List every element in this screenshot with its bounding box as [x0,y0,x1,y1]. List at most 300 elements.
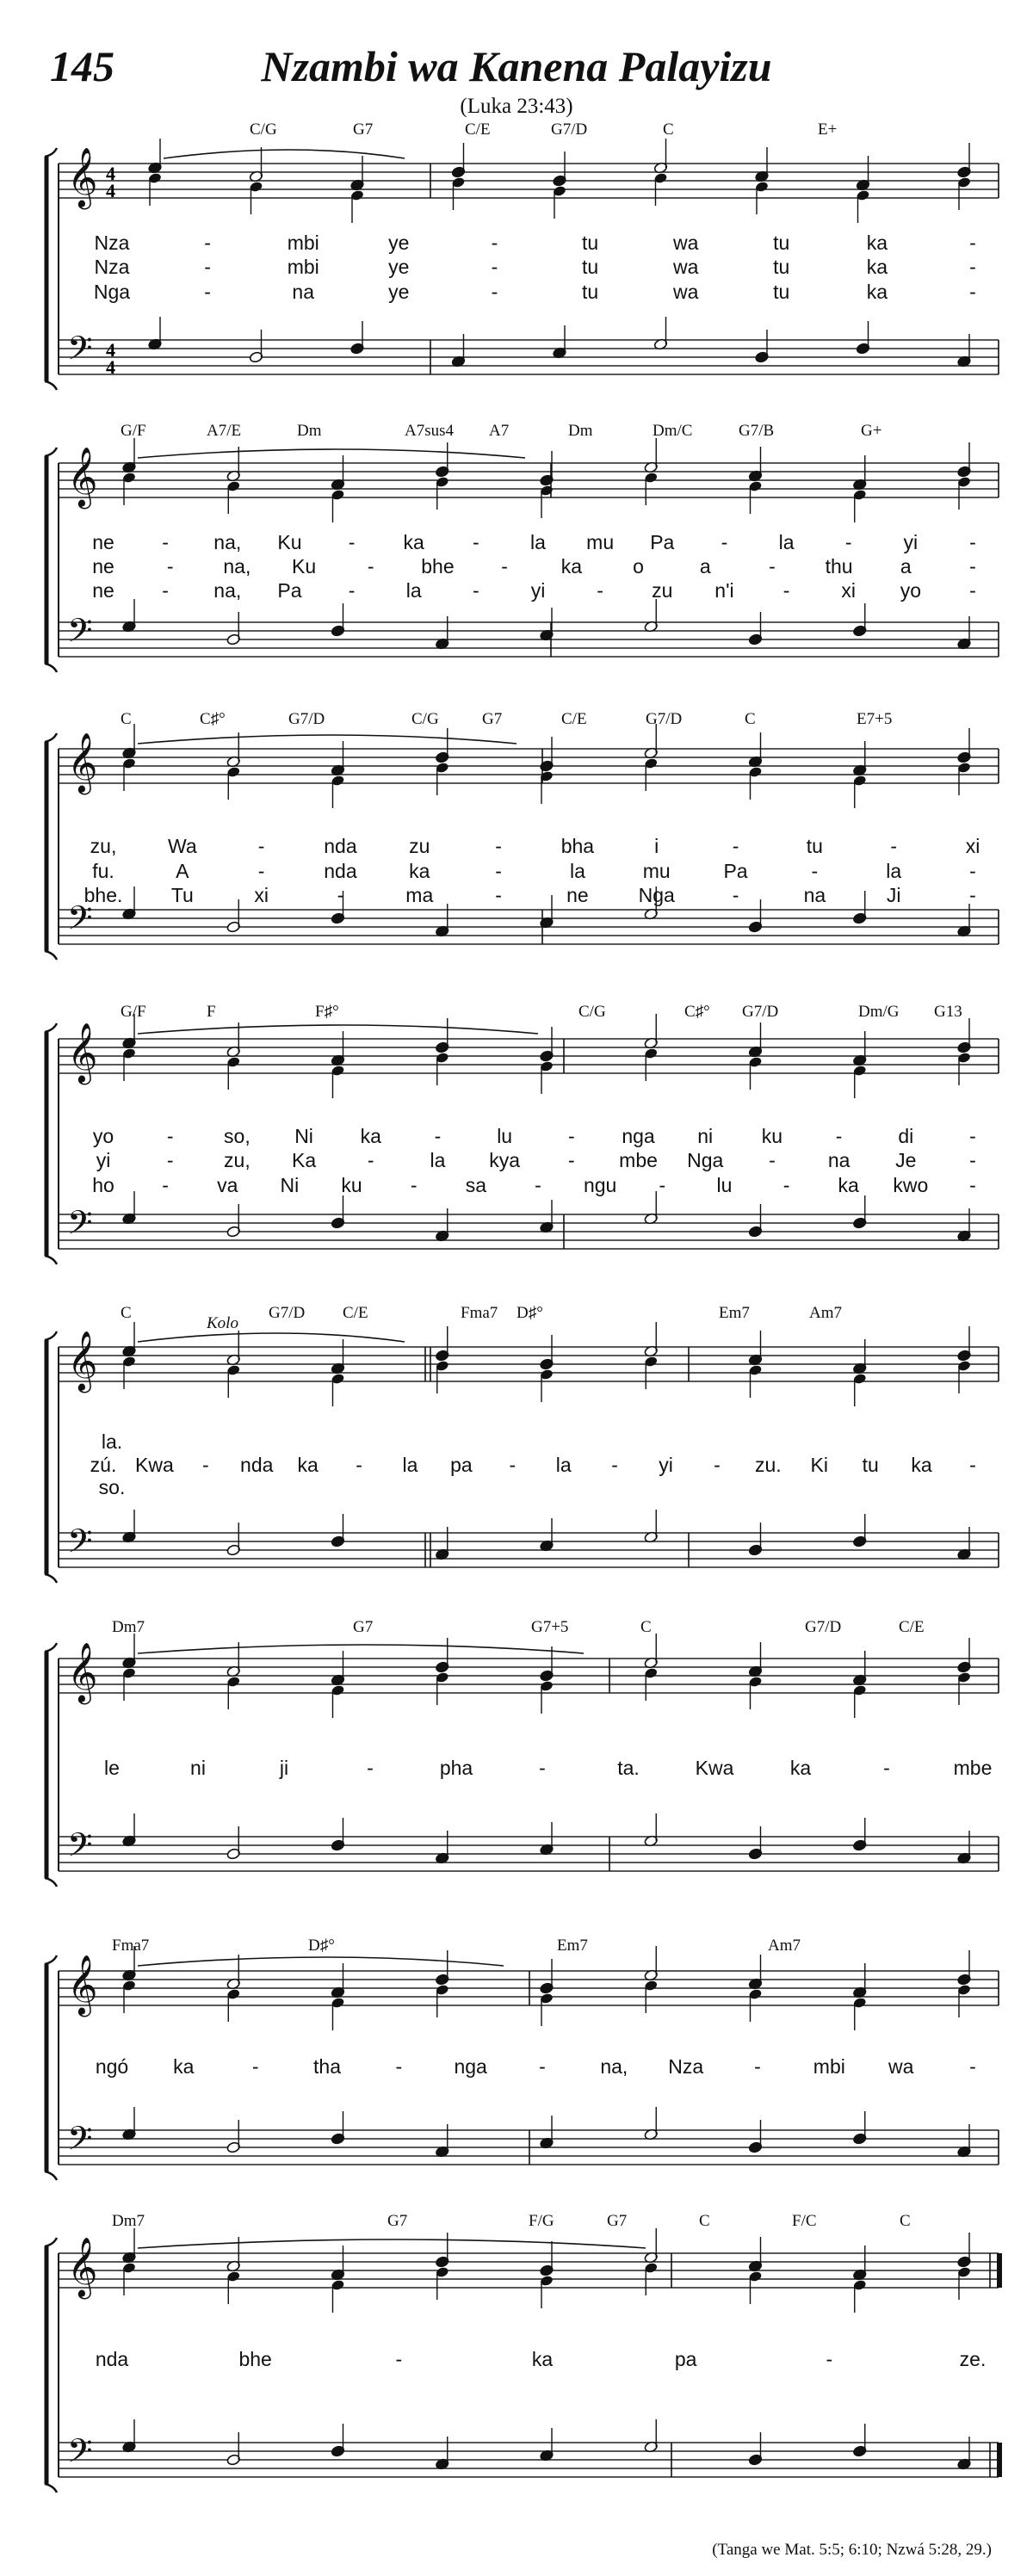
time-signature-top: 4 [106,163,115,184]
lyric-syllable: Pa [650,531,675,553]
lyric-syllable: di [898,1125,914,1147]
lyric-syllable: nda [324,860,357,882]
section-mark: Kolo [207,1314,238,1332]
chord-symbol: F/C [792,2212,817,2230]
chord-symbol: G7 [387,2212,408,2230]
staff-graphics [0,1003,1033,1291]
lyric-syllable: ka [866,256,888,278]
bass-clef-icon: 𝄢 [67,1522,93,1568]
system-2 [0,422,1033,706]
lyric-syllable: tu [773,232,790,254]
lyric-syllable: Je [895,1149,917,1171]
system-1 [0,120,1033,405]
lyric-syllable: Ki [810,1454,828,1476]
lyric-syllable: A [176,860,189,882]
bass-clef-icon: 𝄢 [67,899,93,945]
lyric-syllable: Ku [277,531,302,553]
lyric-syllable: bha [560,835,595,857]
chord-symbol: G7/D [551,120,588,139]
chord-symbol: Dm7 [112,1618,145,1636]
treble-clef-icon: 𝄞 [67,147,98,207]
lyric-syllable: zu [652,579,673,602]
lyric-syllable: na [292,281,315,303]
lyric-syllable: ngu [583,1174,617,1196]
lyric-syllable: - [811,860,819,882]
footnote-references: (Tanga we Mat. 5:5; 6:10; Nzwá 5:28, 29.) [712,2541,992,2559]
slur [138,1645,584,1653]
lyric-syllable: bhe [421,555,455,578]
lyric-syllable: mbi [813,2055,845,2078]
staff-graphics [0,2212,1033,2509]
lyric-syllable: yo [92,1125,114,1147]
chord-symbol: A7/E [207,422,242,440]
lyric-syllable: - [257,835,265,857]
lyric-syllable: tu [581,281,599,303]
chord-symbol: C [121,710,132,728]
chord-symbol: G7 [482,710,503,728]
lyric-syllable: Wa [167,835,197,857]
lyric-syllable: - [835,1125,843,1147]
lyric-syllable: mbe [953,1757,993,1779]
lyric-syllable: zu, [224,1149,251,1171]
lyric-syllable: ji [279,1757,289,1779]
lyric-syllable: zú. [90,1454,117,1476]
lyric-syllable: mbi [287,256,319,278]
lyric-syllable: bhe [238,2348,272,2370]
lyric-syllable: ka [560,555,582,578]
lyric-syllable: - [568,1149,575,1171]
bass-clef-icon: 𝄢 [67,2431,93,2478]
lyric-syllable: ka [403,531,424,553]
lyric-syllable: mu [586,531,615,553]
system-3 [0,710,1033,990]
lyric-syllable: - [969,232,976,254]
lyric-syllable: mbi [287,232,319,254]
chord-symbol: C/E [343,1304,368,1322]
bass-clef-icon: 𝄢 [67,611,93,658]
slur [138,1025,538,1034]
noteheads [148,139,972,368]
chord-symbol: C♯° [684,1003,710,1021]
lyric-syllable: tu [581,232,599,254]
system-bracket [45,448,59,672]
lyric-syllable: tha [313,2055,341,2078]
chord-symbol: G7 [607,2212,628,2230]
chord-symbol: Fma7 [112,1937,150,1955]
treble-clef-icon: 𝄞 [67,447,98,507]
chord-symbol: A7sus4 [405,422,455,440]
lyric-syllable: - [337,884,344,906]
treble-clef-icon: 𝄞 [67,1955,98,2015]
lyric-syllable: - [204,256,211,278]
slur [138,1957,504,1966]
lyric-syllable: wa [672,281,699,303]
chord-symbol: G7/D [288,710,325,728]
time-signature-top: 4 [106,339,115,361]
lyric-syllable: - [611,1454,618,1476]
lyric-syllable: Ka [291,1149,317,1171]
lyric-syllable: mbe [619,1149,658,1171]
noteheads [122,438,972,650]
lyric-syllable: ka [297,1454,319,1476]
chord-symbol: A7 [489,422,510,440]
lyric-syllable: - [201,1454,209,1476]
lyric-syllable: - [969,884,976,906]
lyric-syllable: - [714,1454,721,1476]
lyric-syllable: nga [454,2055,487,2078]
treble-clef-icon: 𝄞 [67,732,98,793]
lyric-syllable: Nga [687,1149,724,1171]
lyric-syllable: ye [388,281,410,303]
lyric-syllable: na, [213,579,242,602]
chord-symbol: C/G [578,1003,606,1021]
lyric-syllable: ka [789,1757,812,1779]
chord-symbol: G7/D [742,1003,779,1021]
lyric-syllable: - [495,860,502,882]
lyric-syllable: Pa [723,860,748,882]
chord-symbol: Dm7 [112,2212,145,2230]
treble-clef-icon: 𝄞 [67,2237,98,2297]
lyric-syllable: - [535,1174,541,1196]
lyric-syllable: - [969,1454,976,1476]
lyric-syllable: - [356,1454,362,1476]
system-8 [0,2212,1033,2509]
lyric-syllable: sa [465,1174,486,1196]
lyric-syllable: - [659,1174,666,1196]
lyric-syllable: - [495,835,502,857]
lyric-syllable: ku [761,1125,783,1147]
slur [138,2239,646,2248]
chord-symbol: G13 [934,1003,962,1021]
lyric-syllable: Tu [170,884,194,906]
lyric-syllable: nda [324,835,357,857]
lyric-syllable: so. [98,1476,126,1498]
lyric-syllable: na, [600,2055,628,2078]
noteheads [122,1946,972,2158]
chord-symbol: E7+5 [857,710,893,728]
lyric-syllable: wa [888,2055,914,2078]
lyric-syllable: na [803,884,826,906]
bass-clef-icon: 𝄢 [67,329,93,375]
chord-symbol: C/E [561,710,587,728]
system-bracket [45,733,59,960]
lyric-syllable: - [348,531,356,553]
chord-symbol: Am7 [809,1304,842,1322]
treble-staff [59,447,999,509]
chord-symbol: C [900,2212,911,2230]
lyric-syllable: na, [213,531,242,553]
lyric-syllable: - [162,531,169,553]
lyric-syllable: Kwa [135,1454,174,1476]
lyric-syllable: - [754,2055,761,2078]
chord-symbol: C/E [899,1618,925,1636]
lyric-syllable: bhe. [84,884,123,906]
lyric-syllable: - [348,579,356,602]
lyric-syllable: ka [173,2055,195,2078]
lyric-syllable: - [732,835,739,857]
chord-symbol: F/G [529,2212,554,2230]
lyric-syllable: - [732,884,739,906]
lyric-syllable: la [530,531,546,553]
lyric-syllable: nga [622,1125,655,1147]
lyric-syllable: ta. [617,1757,640,1779]
chord-symbol: Am7 [768,1937,801,1955]
lyric-syllable: nda [240,1454,274,1476]
treble-clef-icon: 𝄞 [67,1022,98,1083]
lyric-syllable: yi [659,1454,673,1476]
lyric-syllable: i [654,835,659,857]
lyric-syllable: - [826,2348,833,2370]
chord-symbol: Em7 [557,1937,588,1955]
bass-clef-icon: 𝄢 [67,2119,93,2165]
chord-symbol: Em7 [719,1304,750,1322]
lyric-syllable: yi [96,1149,111,1171]
lyric-syllable: - [204,281,211,303]
treble-staff [59,1642,999,1704]
lyric-syllable: - [769,1149,776,1171]
system-7 [0,1937,1033,2203]
chord-symbol: G7/B [739,422,775,440]
noteheads [122,1634,972,1864]
lyric-syllable: pa [450,1454,473,1476]
treble-staff [59,732,999,794]
time-signature-bottom: 4 [106,356,115,378]
chord-symbol: G7 [353,1618,374,1636]
treble-staff [59,1955,999,2017]
chord-symbol: G7/D [269,1304,306,1322]
lyric-syllable: xi [965,835,980,857]
system-bracket [45,1331,59,1583]
system-bracket [45,1023,59,1264]
treble-clef-icon: 𝄞 [67,1331,98,1391]
lyric-syllable: ne [92,579,114,602]
lyric-syllable: - [257,860,265,882]
bass-clef-icon: 𝄢 [67,1203,93,1250]
lyric-syllable: - [491,281,498,303]
chord-symbol: D♯° [308,1937,335,1955]
lyric-syllable: xi [254,884,269,906]
system-bracket [45,1643,59,1887]
bass-staff [59,329,999,378]
lyric-syllable: ma [405,884,434,906]
chord-symbol: F♯° [315,1003,339,1021]
lyric-syllable: - [969,256,976,278]
lyric-syllable: la [569,860,585,882]
lyric-syllable: lu [716,1174,733,1196]
lyric-syllable: - [473,531,479,553]
slur [138,1333,405,1342]
lyric-syllable: xi [841,579,857,602]
system-6 [0,1618,1033,1924]
staff-graphics [0,1618,1033,1924]
lyric-syllable: - [162,579,169,602]
slur [138,735,516,744]
chord-symbol: C [699,2212,710,2230]
chord-symbol: C/G [411,710,439,728]
system-bracket [45,148,59,390]
lyric-syllable: - [969,281,976,303]
bass-clef-icon: 𝄢 [67,1825,93,1872]
lyric-syllable: - [501,555,508,578]
treble-staff [59,1331,999,1393]
lyric-syllable: wa [672,232,699,254]
lyric-syllable: - [251,2055,259,2078]
lyric-syllable: Nga [93,281,131,303]
lyric-syllable: yi [530,579,546,602]
lyric-syllable: - [883,1757,890,1779]
noteheads [122,1322,972,1560]
time-signature-bottom: 4 [106,180,115,201]
lyric-syllable: Kwa [695,1757,734,1779]
lyric-syllable: - [844,531,852,553]
lyric-syllable: - [434,1125,442,1147]
lyric-syllable: - [395,2348,403,2370]
lyric-syllable: ngó [95,2055,129,2078]
lyric-syllable: kwo [893,1174,929,1196]
lyric-syllable: mu [642,860,671,882]
lyric-syllable: - [367,555,374,578]
lyric-syllable: tu [806,835,823,857]
staff-graphics [0,710,1033,990]
lyric-syllable: - [969,2055,976,2078]
lyric-syllable: - [568,1125,575,1147]
lyric-syllable: - [539,1757,546,1779]
lyric-syllable: - [969,555,976,578]
lyric-syllable: na, [223,555,251,578]
lyric-syllable: ka [866,281,888,303]
lyric-syllable: Ji [886,884,901,906]
lyric-syllable: - [721,531,728,553]
lyric-syllable: pa [674,2348,697,2370]
chord-symbol: Dm [568,422,593,440]
lyric-syllable: la [402,1454,418,1476]
lyric-syllable: kya [489,1149,521,1171]
chord-symbol: C [640,1618,652,1636]
lyric-syllable: ku [341,1174,362,1196]
chord-symbol: G/F [121,1003,146,1021]
lyric-syllable: - [782,579,790,602]
chord-symbol: C♯° [200,710,226,728]
lyric-syllable: ni [697,1125,714,1147]
lyric-syllable: tu [581,256,599,278]
lyric-syllable: o [633,555,644,578]
lyric-syllable: - [491,256,498,278]
lyric-syllable: yi [903,531,919,553]
lyric-syllable: Ku [291,555,317,578]
lyric-syllable: a [900,555,912,578]
hymn-number: 145 [50,42,114,90]
lyric-syllable: so, [224,1125,251,1147]
lyric-syllable: la [555,1454,572,1476]
chord-symbol: E+ [818,120,838,139]
lyric-syllable: nda [95,2348,129,2370]
lyric-syllable: a [699,555,711,578]
lyric-syllable: Nza [94,256,130,278]
lyric-syllable: - [597,579,603,602]
lyric-syllable: - [969,579,976,602]
lyric-syllable: tu [773,256,790,278]
lyric-syllable: - [495,884,502,906]
lyric-syllable: - [367,1149,374,1171]
lyric-syllable: - [969,531,976,553]
system-4 [0,1003,1033,1291]
system-bracket [45,2238,59,2493]
lyric-syllable: wa [672,256,699,278]
lyric-syllable: ka [360,1125,381,1147]
lyric-syllable: Nga [638,884,675,906]
chord-symbol: G/F [121,422,146,440]
lyric-syllable: - [395,2055,403,2078]
lyric-syllable: Nza [668,2055,704,2078]
lyric-syllable: ka [409,860,430,882]
lyric-syllable: la [778,531,795,553]
lyric-syllable: - [969,1125,976,1147]
lyric-syllable: - [491,232,498,254]
chord-symbol: G7/D [805,1618,842,1636]
lyric-syllable: le [104,1757,120,1779]
staff-graphics [0,422,1033,706]
lyric-syllable: - [539,2055,546,2078]
lyric-syllable: ye [388,256,410,278]
lyric-syllable: - [204,232,211,254]
chord-symbol: Dm/C [653,422,693,440]
slur [138,449,525,458]
lyric-syllable: - [473,579,479,602]
lyric-syllable: thu [825,555,853,578]
lyric-syllable: ne [92,531,114,553]
lyric-syllable: ka [531,2348,554,2370]
lyric-syllable: - [509,1454,516,1476]
chord-symbol: C/G [250,120,277,139]
lyric-syllable: - [166,1149,174,1171]
lyric-syllable: ka [911,1454,932,1476]
lyric-syllable: - [162,1174,169,1196]
system-5 [0,1304,1033,1609]
lyric-syllable: tu [862,1454,879,1476]
lyric-syllable: fu. [92,860,114,882]
chord-symbol: G7 [353,120,374,139]
lyric-syllable: n'i [714,579,734,602]
slur [164,150,405,158]
lyric-syllable: ye [388,232,410,254]
treble-clef-icon: 𝄞 [67,1642,98,1702]
noteheads [122,724,972,937]
lyric-syllable: la. [101,1430,123,1453]
lyric-syllable: - [969,860,976,882]
chord-symbol: F [207,1003,216,1021]
lyric-syllable: - [367,1757,374,1779]
chord-symbol: G7/D [646,710,683,728]
chord-symbol: C [663,120,674,139]
lyric-syllable: - [782,1174,790,1196]
lyric-syllable: zu. [755,1454,782,1476]
chord-symbol: C [745,710,756,728]
treble-staff [59,1022,999,1084]
lyric-syllable: zu [409,835,430,857]
chord-symbol: C [121,1304,132,1322]
chord-symbol: G7+5 [531,1618,569,1636]
lyric-syllable: Pa [277,579,302,602]
lyric-syllable: ze. [959,2348,987,2370]
lyric-syllable: yo [900,579,921,602]
lyric-syllable: ka [866,232,888,254]
chord-symbol: Dm/G [858,1003,900,1021]
lyric-syllable: ni [190,1757,206,1779]
lyric-syllable: ho [92,1174,114,1196]
lyric-syllable: Nza [94,232,130,254]
chord-symbol: C/E [465,120,491,139]
lyric-syllable: ne [92,555,114,578]
